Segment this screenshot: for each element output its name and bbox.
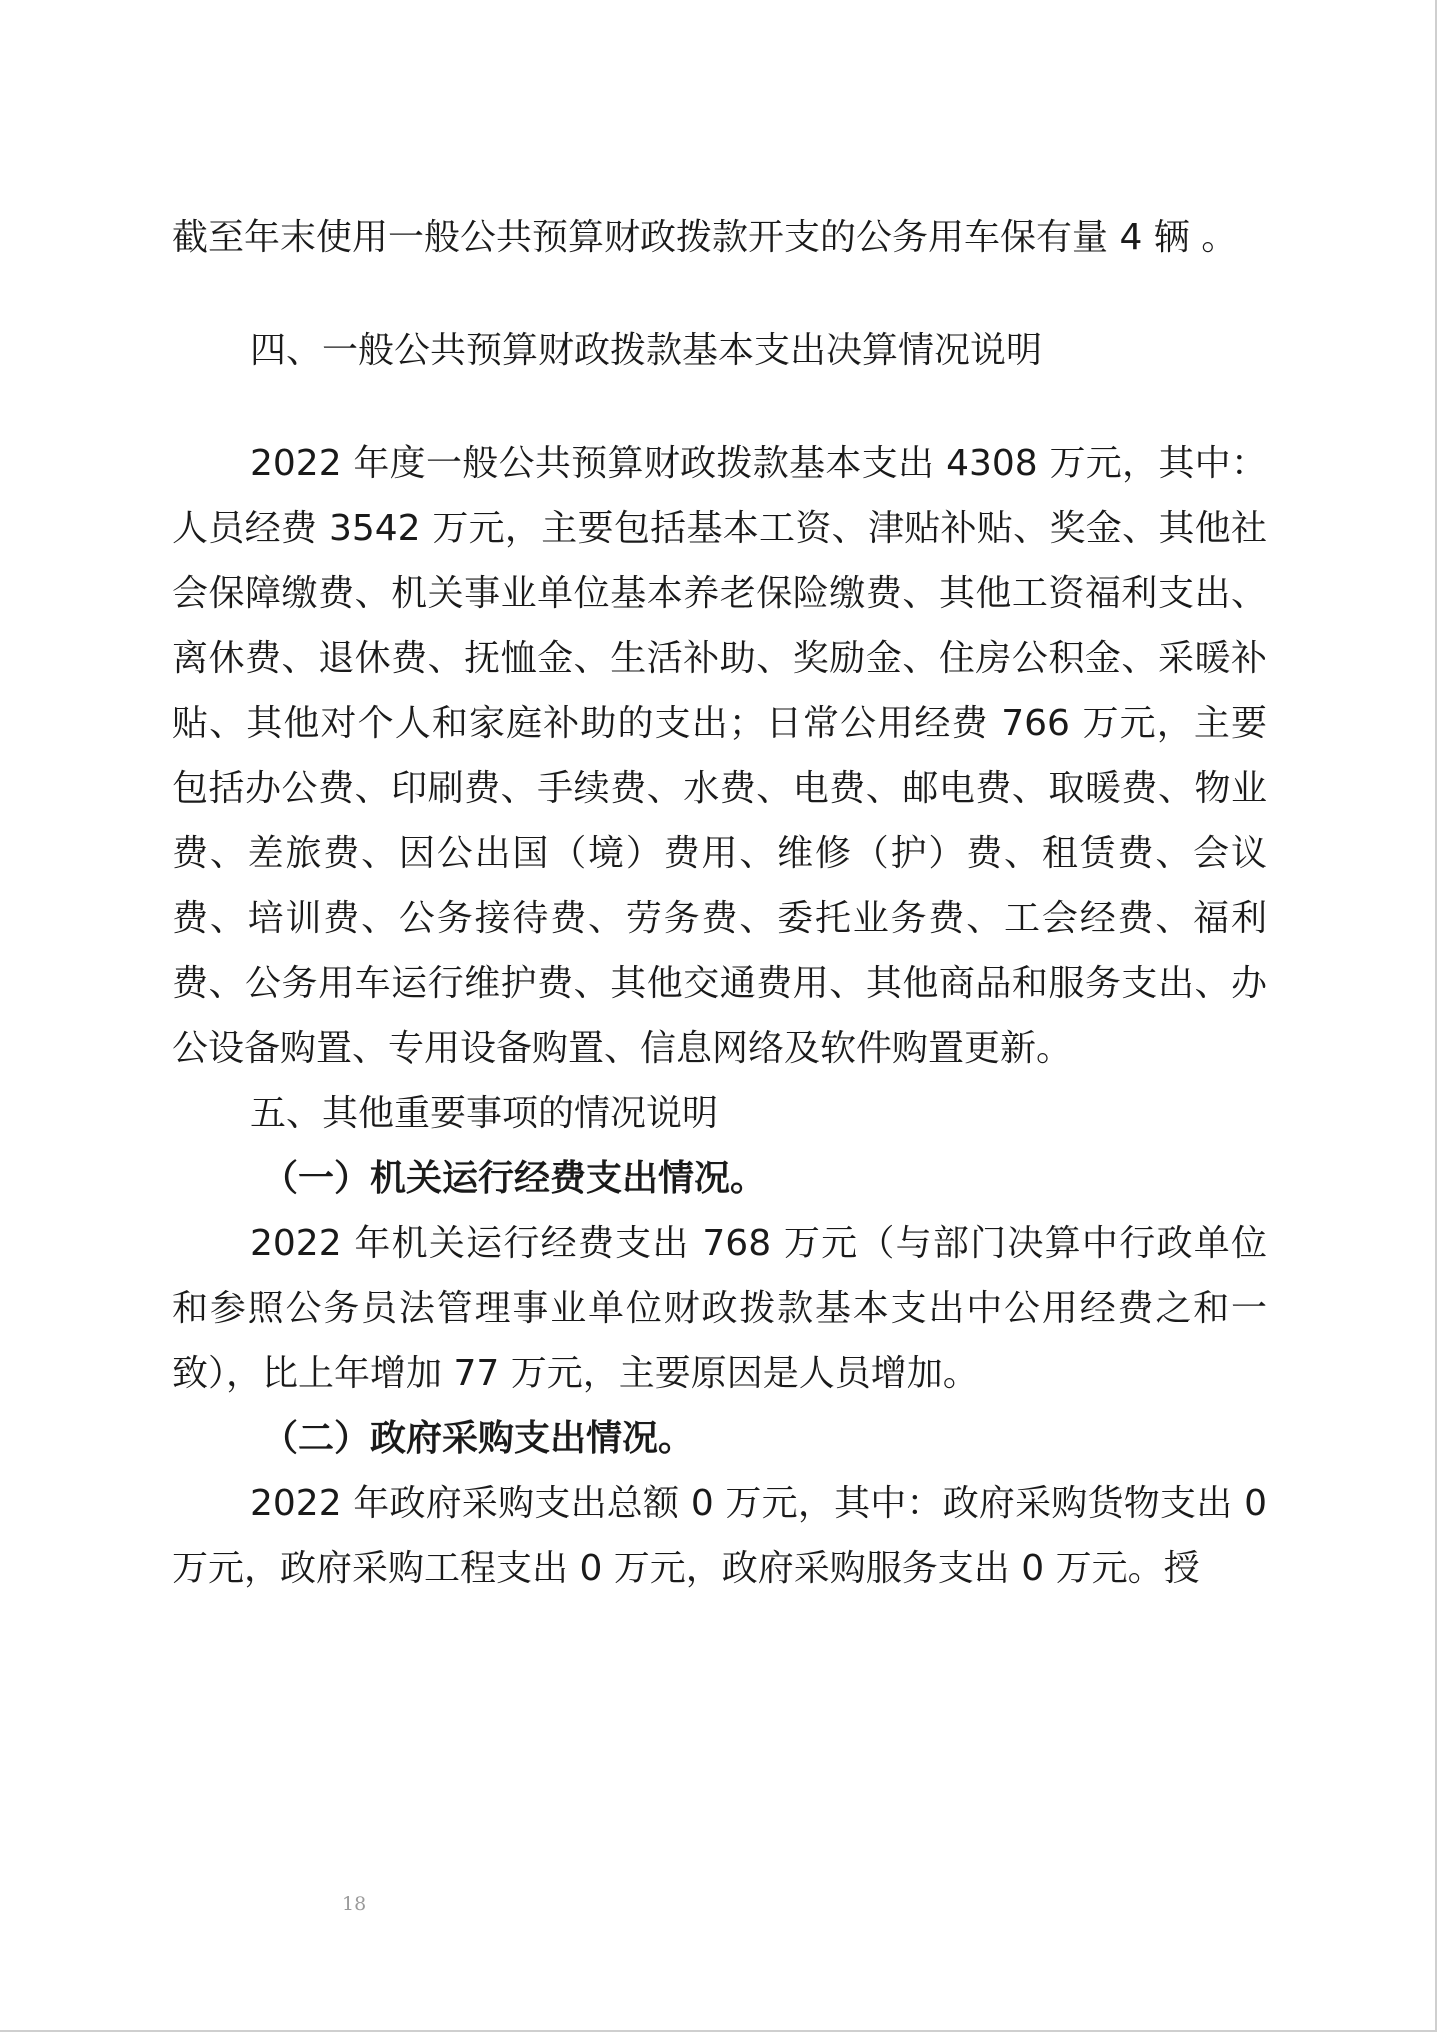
paragraph-operating-costs: 2022 年机关运行经费支出 768 万元（与部门决算中行政单位和参照公务员法管理事业单位财政拨款基本支出中公用经费之和一致），比上年增加 77 万元，主要原因是人员增加。 (172, 1223, 1267, 1394)
page-number: 18 (342, 1893, 367, 1915)
paragraph-basic-expenditure: 2022 年度一般公共预算财政拨款基本支出 4308 万元，其中：人员经费 3542 万元，主要包括基本工资、津贴补贴、奖金、其他社会保障缴费、机关事业单位基本养老保险缴费、其他工资福利支出、离休费、退休费、抚恤金、生活补助、奖励金、住房公积金、采暖补贴、其他对个人和家庭补助的支出；日常公用经费 766 万元，主要包括办公费、印刷费、手续费、水费、电费、邮电费、取暖费、物业费、差旅费、因公出国（境）费用、维修（护）费、租赁费、会议费、培训费、公务接待费、劳务费、委托业务费、工会经费、福利费、公务用车运行维护费、其他交通费用、其他商品和服务支出、办公设备购置、专用设备购置、信息网络及软件购置更新。 (172, 443, 1267, 1069)
subsection-heading-operating-costs: （一）机关运行经费支出情况。 (262, 1158, 767, 1199)
paragraph-procurement: 2022 年政府采购支出总额 0 万元，其中：政府采购货物支出 0 万元，政府采购工程支出 0 万元，政府采购服务支出 0 万元。授 (172, 1483, 1267, 1589)
section-heading-4: 四、一般公共预算财政拨款基本支出决算情况说明 (250, 330, 1043, 371)
section-heading-5: 五、其他重要事项的情况说明 (250, 1093, 719, 1134)
subsection-heading-procurement: （二）政府采购支出情况。 (262, 1418, 695, 1459)
paragraph-vehicle-count: 截至年末使用一般公共预算财政拨款开支的公务用车保有量 4 辆 。 (172, 217, 1238, 258)
document-body (172, 205, 1267, 1601)
